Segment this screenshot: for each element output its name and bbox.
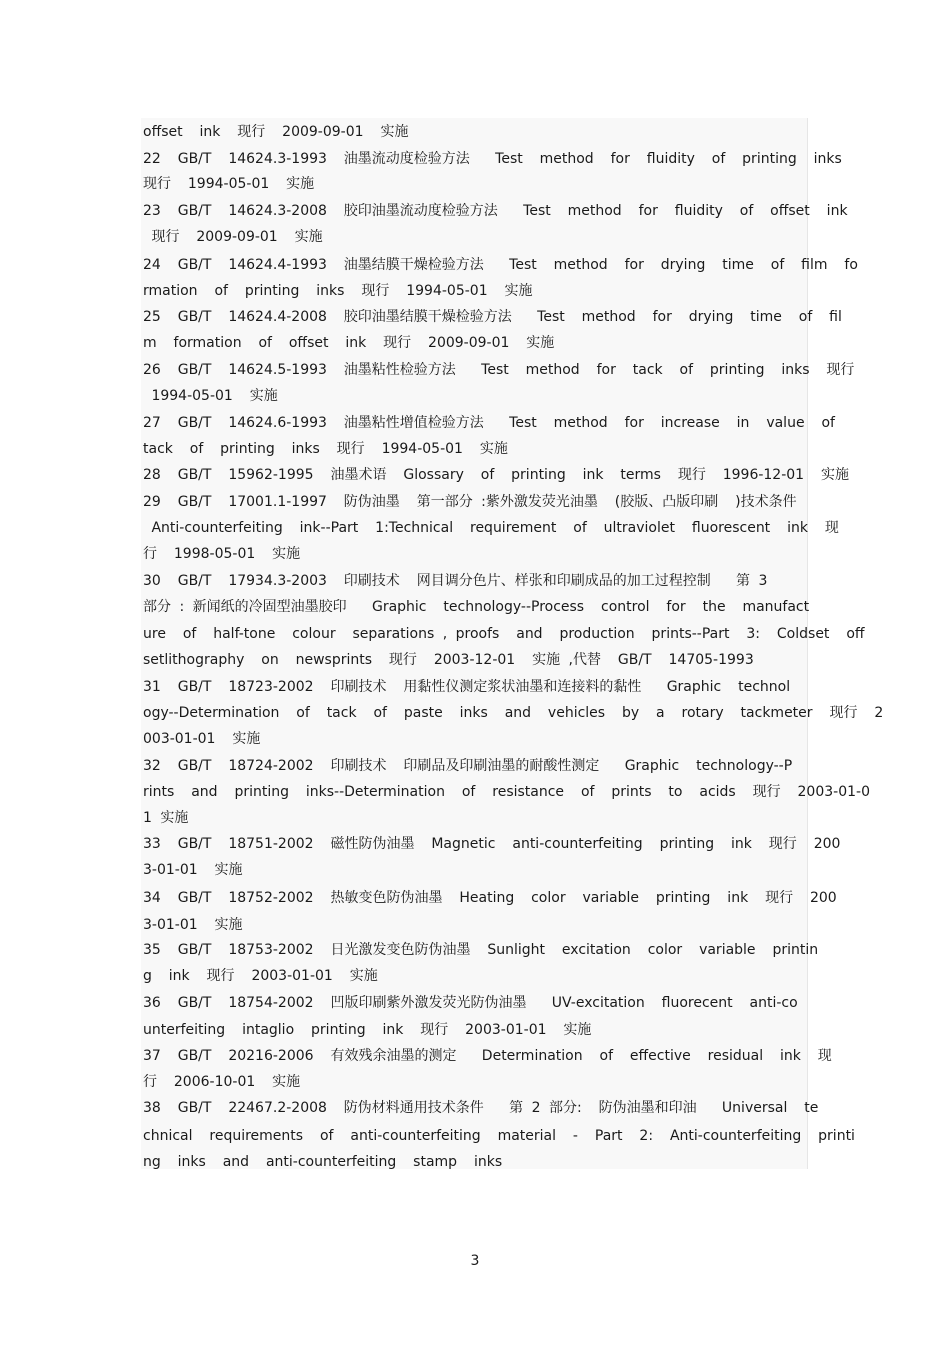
text-line: 28 GB/T 15962-1995 油墨术语 Glossary of printing ink terms 现行 1996-12-01 实施 [143, 467, 849, 483]
text-line: chnical requirements of anti-counterfeiting material - Part 2: Anti-counterfeiting printi [143, 1128, 855, 1144]
text-line: 32 GB/T 18724-2002 印刷技术 印刷品及印刷油墨的耐酸性测定 Graphic technology--P [143, 758, 793, 774]
text-line: ogy--Determination of tack of paste inks and vehicles by a rotary tackmeter 现行 2 [143, 705, 884, 721]
text-line: rints and printing inks--Determination of resistance of prints to acids 现行 2003-01-0 [143, 784, 870, 800]
text-line: offset ink 现行 2009-09-01 实施 [143, 124, 409, 140]
text-line: 30 GB/T 17934.3-2003 印刷技术 网目调分色片、样张和印刷成品的加工过程控制 第 3 [143, 573, 768, 589]
text-line: 26 GB/T 14624.5-1993 油墨粘性检验方法 Test method for tack of printing inks 现行 [143, 362, 855, 378]
text-line: 36 GB/T 18754-2002 凹版印刷紫外激发荧光防伪油墨 UV-excitation fluorecent anti-co [143, 995, 798, 1011]
text-line: 现行 2009-09-01 实施 [143, 229, 323, 245]
text-line: Anti-counterfeiting ink--Part 1:Technical requirement of ultraviolet fluorescent ink 现 [143, 520, 839, 536]
text-line: 3-01-01 实施 [143, 862, 243, 878]
text-line: ure of half-tone colour separations , proofs and production prints--Part 3: Coldset off [143, 626, 865, 642]
text-line: 3-01-01 实施 [143, 917, 243, 933]
text-line: m formation of offset ink 现行 2009-09-01 实施 [143, 335, 555, 351]
text-line: 25 GB/T 14624.4-2008 胶印油墨结膜干燥检验方法 Test method for drying time of fil [143, 309, 842, 325]
text-line: 38 GB/T 22467.2-2008 防伪材料通用技术条件 第 2 部分: 防伪油墨和印油 Universal te [143, 1100, 819, 1116]
text-line: 34 GB/T 18752-2002 热敏变色防伪油墨 Heating color variable printing ink 现行 200 [143, 890, 837, 906]
text-line: unterfeiting intaglio printing ink 现行 2003-01-01 实施 [143, 1022, 592, 1038]
text-line: 1 实施 [143, 810, 189, 826]
text-line: 35 GB/T 18753-2002 日光激发变色防伪油墨 Sunlight excitation color variable printin [143, 942, 819, 958]
text-line: 部分 : 新闻纸的冷固型油墨胶印 Graphic technology--Process control for the manufact [143, 599, 810, 615]
text-line: 23 GB/T 14624.3-2008 胶印油墨流动度检验方法 Test method for fluidity of offset ink [143, 203, 848, 219]
text-line: 29 GB/T 17001.1-1997 防伪油墨 第一部分 :紫外激发荧光油墨 (胶版、凸版印刷 )技术条件 [143, 494, 797, 510]
text-line: ng inks and anti-counterfeiting stamp inks [143, 1154, 503, 1170]
text-line: tack of printing inks 现行 1994-05-01 实施 [143, 441, 508, 457]
text-line: 31 GB/T 18723-2002 印刷技术 用黏性仪测定浆状油墨和连接料的黏性 Graphic technol [143, 679, 791, 695]
text-line: 1994-05-01 实施 [143, 388, 278, 404]
text-line: setlithography on newsprints 现行 2003-12-01 实施 ,代替 GB/T 14705-1993 [143, 652, 754, 668]
text-line: g ink 现行 2003-01-01 实施 [143, 968, 378, 984]
text-line: 现行 1994-05-01 实施 [143, 176, 315, 192]
text-line: 行 1998-05-01 实施 [143, 546, 301, 562]
text-line: rmation of printing inks 现行 1994-05-01 实施 [143, 283, 533, 299]
page-number: 3 [470, 1253, 480, 1269]
text-line: 37 GB/T 20216-2006 有效残余油墨的测定 Determination of effective residual ink 现 [143, 1048, 832, 1064]
text-line: 33 GB/T 18751-2002 磁性防伪油墨 Magnetic anti-counterfeiting printing ink 现行 200 [143, 836, 841, 852]
text-line: 27 GB/T 14624.6-1993 油墨粘性增值检验方法 Test method for increase in value of [143, 415, 835, 431]
text-line: 24 GB/T 14624.4-1993 油墨结膜干燥检验方法 Test method for drying time of film fo [143, 257, 858, 273]
text-line: 行 2006-10-01 实施 [143, 1074, 301, 1090]
text-line: 22 GB/T 14624.3-1993 油墨流动度检验方法 Test method for fluidity of printing inks [143, 151, 842, 167]
text-line: 003-01-01 实施 [143, 731, 261, 747]
